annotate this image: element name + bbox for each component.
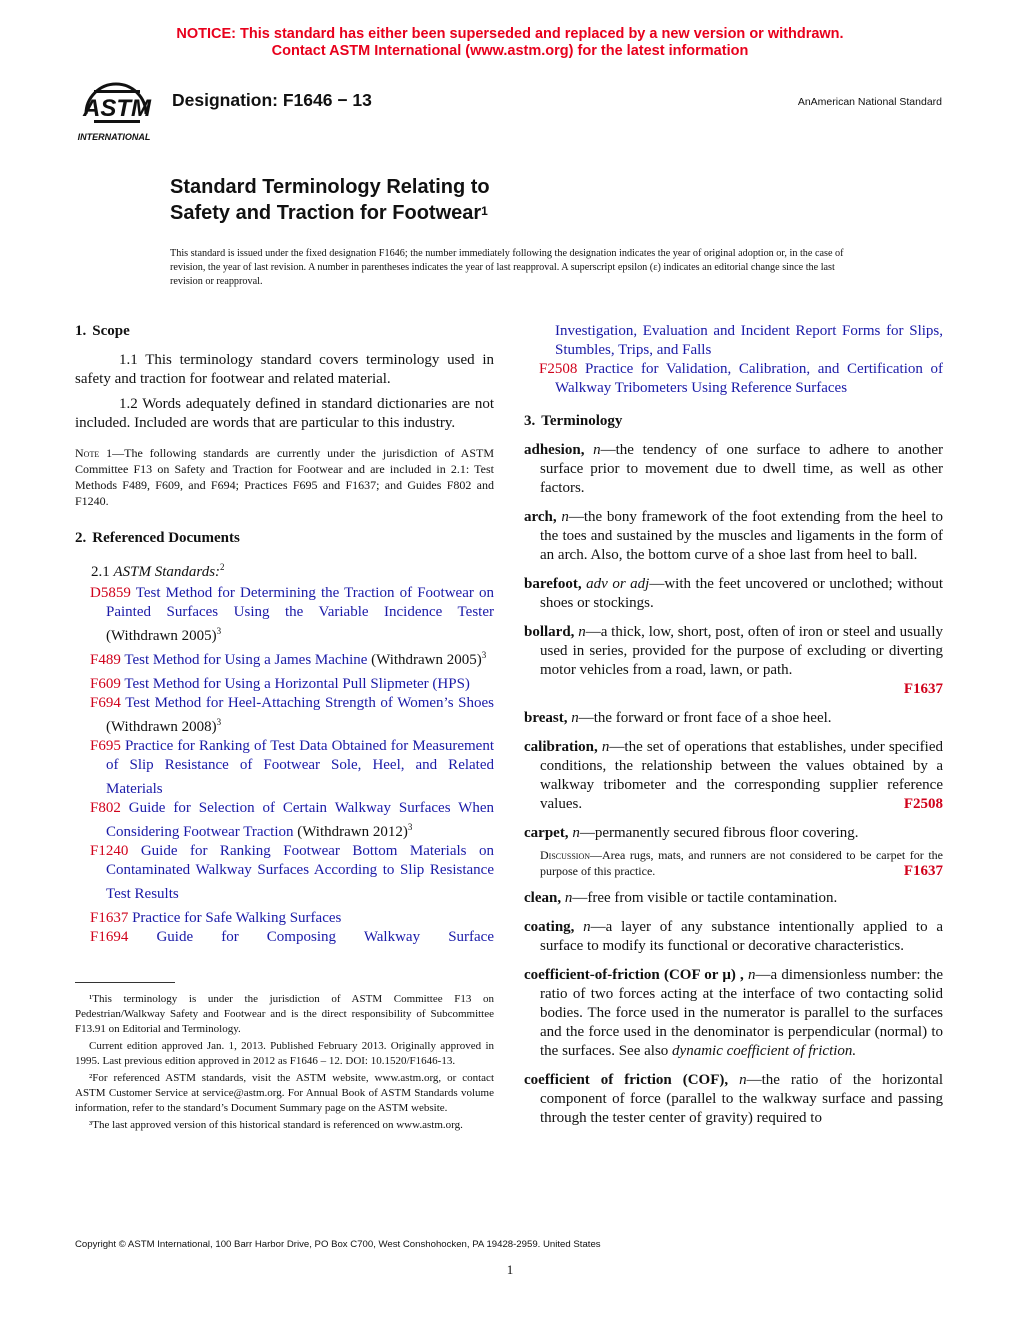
logo-subtext: INTERNATIONAL xyxy=(77,132,151,142)
ref-item[interactable]: F802 Guide for Selection of Certain Walkway Surfaces When Considering Footwear Traction (Withdrawn 2012)$^3$ xyxy=(90,800,494,840)
note-1 xyxy=(75,445,494,509)
ref-item[interactable]: F609 Test Method for Using a Horizontal Pull Slipmeter (HPS) xyxy=(90,676,470,692)
document-title xyxy=(170,174,730,226)
term-ref[interactable]: F1637 xyxy=(903,863,943,879)
ref-item[interactable]: D5859 Test Method for Determining the Traction of Footwear on Painted Surfaces Using the Variable Incidence Tester (Withdrawn 2005)$^3$ xyxy=(90,585,495,644)
refdocs-heading: 2. Referenced Documents xyxy=(75,530,240,546)
issuance-statement: This standard is issued under the fixed designation F1646; the number immediately following the designation indicates the year of original adoption or, in the case of revision, the year of last revision. A number in parentheses indicates the year of last reapproval. A superscript epsilon (ε) indicates an editorial change since the last revision or reapproval. xyxy=(170,248,844,288)
astm-logo-icon xyxy=(72,76,162,146)
footnote-1b: Current edition approved Jan. 1, 2013. Published February 2013. Originally approved in 1995. Last previous edition approved in 2012 as F1646 – 12. DOI: 10.1520/F1646-13. xyxy=(75,1040,494,1067)
term-breast: breast, n—the forward or front face of a shoe heel. xyxy=(524,710,832,726)
scope-heading: 1. Scope xyxy=(75,323,130,339)
ref-item[interactable]: F1637 Practice for Safe Walking Surfaces xyxy=(90,910,342,926)
ref-item[interactable]: F1240 Guide for Ranking Footwear Bottom Materials on Contaminated Walkway Surfaces According to Slip Resistance Test Results xyxy=(90,843,494,902)
ref-item[interactable]: F2508 Practice for Validation, Calibration, and Certification of Walkway Tribometers Using Reference Surfaces xyxy=(539,361,944,396)
logo-text: ASTM xyxy=(83,95,151,122)
term-coating: coating, n—a layer of any substance intentionally applied to a surface to modify its functional or decorative characteristics. xyxy=(524,919,944,954)
copyright: Copyright © ASTM International, 100 Barr Harbor Drive, PO Box C700, West Conshohocken, PA 19428-2959. United States xyxy=(75,1239,601,1250)
footnote-rule xyxy=(75,982,175,983)
term-ref[interactable]: F1637 xyxy=(903,681,943,697)
term-coefficient-of-friction: coefficient-of-friction (COF or μ) , n—a dimensionless number: the ratio of two forces acting at the interface of two contacting solid bodies. The force used in the numerator is parallel to the surfaces and the force used in the denominator is perpendicular (normal) to the surfaces. See also dynamic coefficient of friction. xyxy=(524,967,944,1059)
footnote-2: ²For referenced ASTM standards, visit the ASTM website, www.astm.org, or contact ASTM Customer Service at service@astm.org. For Annual Book of ASTM Standards volume information, refer to the standard’s Document Summary page on the ASTM website. xyxy=(75,1072,494,1114)
ref-item[interactable]: F695 Practice for Ranking of Test Data Obtained for Measurement of Slip Resistance of Footwear Sole, Heel, and Related Materials xyxy=(90,738,494,797)
american-national-standard: AnAmerican National Standard xyxy=(797,96,942,108)
title-line-2: Safety and Traction for Footwear xyxy=(170,202,482,224)
term-arch: arch, n—the bony framework of the foot extending from the heel to the toes and sustained by the muscles and ligaments in the form of an arch. Also, the bottom curve of a shoe last from heel to ball. xyxy=(524,509,943,563)
term-calibration: calibration, n—the set of operations that establishes, under specified conditions, the relationship between the values obtained by a walkway tribometer and the corresponding supplier reference values. F2508 xyxy=(524,739,943,812)
terminology-heading: 3. Terminology xyxy=(524,413,623,429)
page-number: 1 xyxy=(506,1262,514,1277)
right-column xyxy=(524,322,943,1138)
title-line-1: Standard Terminology Relating to xyxy=(170,176,490,198)
scope-1-1: 1.1 This terminology standard covers terminology used in safety and traction for footwear and related material. xyxy=(75,352,494,387)
term-clean: clean, n—free from visible or tactile contamination. xyxy=(524,890,838,906)
designation: Designation: F1646 − 13 xyxy=(172,90,372,110)
term-bollard: bollard, n—a thick, low, short, post, often of iron or steel and usually used in series, provided for the purpose of excluding or diverting motor vehicles from a road, lawn, or path. F1637 xyxy=(524,624,944,697)
ref-item[interactable]: F489 Test Method for Using a James Machine (Withdrawn 2005)$^3$ xyxy=(90,650,487,668)
ref-item[interactable]: F694 Test Method for Heel-Attaching Strength of Women’s Shoes (Withdrawn 2008)$^3$ xyxy=(90,695,494,735)
note-text: —The following standards are currently under the jurisdiction of ASTM Committee F13 on Safety and Traction for Footwear and are included in 2.1: Test Methods F489, F609, and F694; Practices F695 and F1637; and Guides F802 and F1240. xyxy=(75,446,495,508)
scope-1-2: 1.2 Words adequately defined in standard dictionaries are not included. Included are words that are particular to this industry. xyxy=(75,396,494,431)
notice-line-1: NOTICE: This standard has either been superseded and replaced by a new version or withdrawn. xyxy=(176,26,844,42)
left-column xyxy=(75,322,494,947)
ref-item-continued[interactable]: Investigation, Evaluation and Incident Report Forms for Slips, Stumbles, Trips, and Falls xyxy=(555,323,943,358)
term-ref[interactable]: F2508 xyxy=(903,796,943,812)
footnote-1: ¹This terminology is under the jurisdiction of ASTM Committee F13 on Pedestrian/Walkway Safety and Footwear and is the direct responsibility of Subcommittee F13.91 on Editorial and Terminology. xyxy=(75,993,494,1035)
footnotes xyxy=(75,992,494,1135)
note-label: Note 1 xyxy=(75,446,113,460)
term-adhesion: adhesion, n—the tendency of one surface to adhere to another surface prior to movement due to dwell time, as well as other factors. xyxy=(524,442,944,496)
astm-standards-label: 2.1 ASTM Standards:$^2$ xyxy=(91,562,225,580)
title-footnote-mark: 1 xyxy=(481,204,488,218)
notice-banner xyxy=(0,26,1020,60)
ref-item[interactable]: F1694 Guide for Composing Walkway Surface xyxy=(90,929,494,945)
term-carpet: carpet, n—permanently secured fibrous floor covering. xyxy=(524,825,859,841)
notice-line-2: Contact ASTM International (www.astm.org) for the latest information xyxy=(271,43,749,59)
footnote-3: ³The last approved version of this historical standard is referenced on www.astm.org. xyxy=(89,1119,463,1131)
term-barefoot: barefoot, adv or adj—with the feet uncovered or unclothed; without shoes or stockings. xyxy=(524,576,943,611)
term-coefficient-of-friction-cof: coefficient of friction (COF), n—the ratio of the horizontal component of force (parallel to the walkway surface and passing through the tester center of gravity) required to xyxy=(524,1072,943,1126)
carpet-discussion: Discussion—Area rugs, mats, and runners are not considered to be carpet for the purpose of this practice. F1637 xyxy=(540,848,943,879)
